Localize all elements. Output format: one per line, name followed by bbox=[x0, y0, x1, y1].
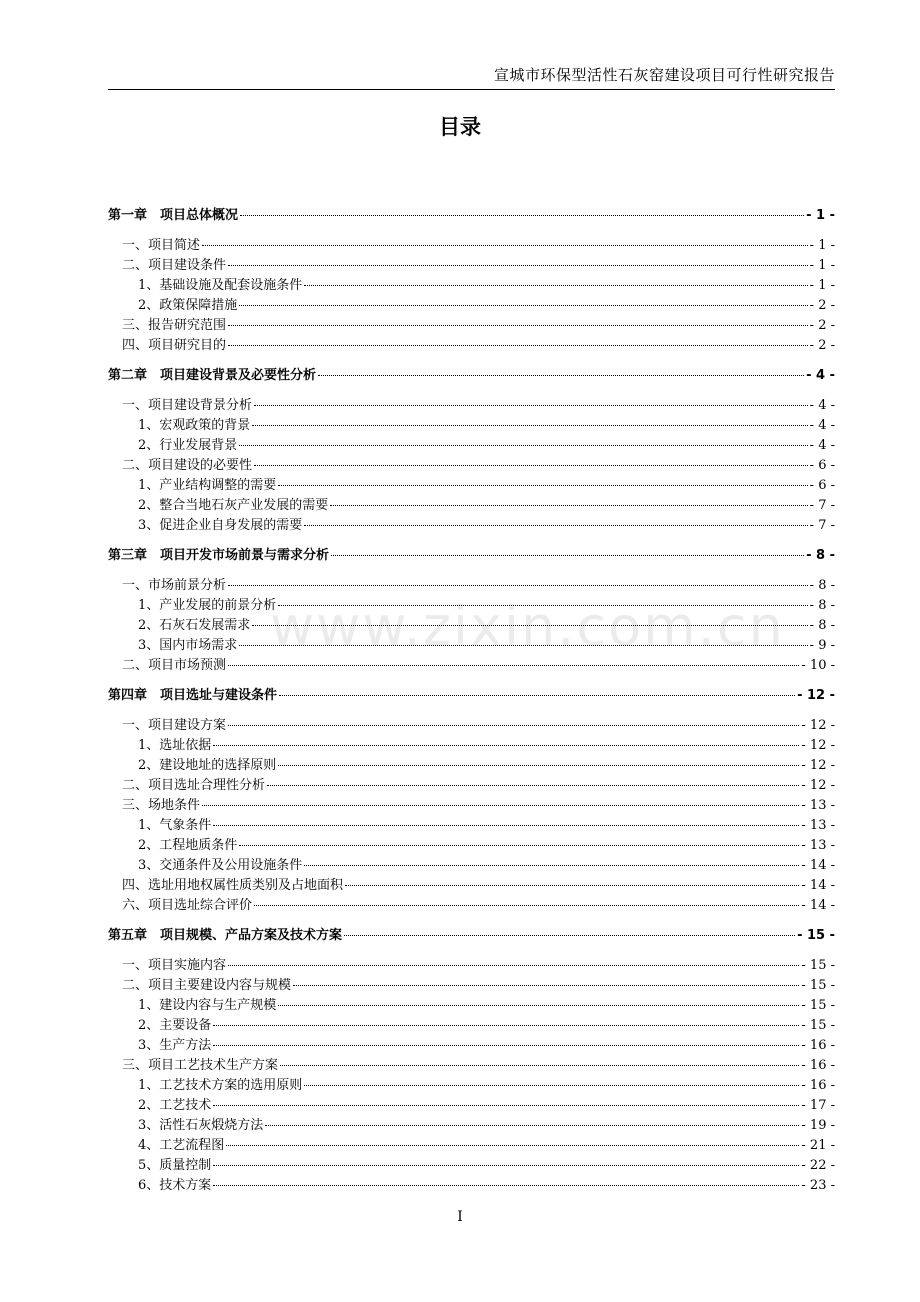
toc-entry-page: - 2 - bbox=[809, 338, 835, 353]
dot-leader bbox=[228, 325, 808, 326]
dot-leader bbox=[202, 805, 799, 806]
toc-entry-page: - 22 - bbox=[801, 1158, 835, 1173]
dot-leader bbox=[226, 1145, 799, 1146]
toc-entry-page: - 23 - bbox=[801, 1178, 835, 1193]
toc-entry-page: - 8 - bbox=[806, 548, 835, 563]
toc-entry-label: 6、技术方案 bbox=[138, 1178, 212, 1193]
toc-entry-label: 4、工艺流程图 bbox=[138, 1138, 225, 1153]
toc-entry[interactable] bbox=[108, 1034, 835, 1054]
toc-entry[interactable] bbox=[108, 294, 835, 314]
watermark: www.zixin.com.cn bbox=[270, 595, 785, 658]
toc-entry-page: - 12 - bbox=[801, 738, 835, 753]
toc-entry-page: - 8 - bbox=[809, 578, 835, 593]
dot-leader bbox=[228, 345, 808, 346]
toc-entry[interactable] bbox=[108, 774, 835, 794]
toc-entry-page: - 1 - bbox=[809, 258, 835, 273]
toc-entry[interactable] bbox=[108, 654, 835, 674]
toc-entry-label: 第一章 项目总体概况 bbox=[108, 208, 239, 223]
dot-leader bbox=[213, 1185, 799, 1186]
toc-entry-label: 一、项目实施内容 bbox=[122, 958, 227, 973]
dot-leader bbox=[228, 665, 799, 666]
toc-entry-page: - 4 - bbox=[809, 438, 835, 453]
page-number: I bbox=[457, 1209, 463, 1225]
dot-leader bbox=[304, 525, 807, 526]
toc-entry-page: - 7 - bbox=[809, 518, 835, 533]
toc-entry-label: 二、项目建设条件 bbox=[122, 258, 227, 273]
dot-leader bbox=[239, 645, 807, 646]
toc-entry-label: 三、项目工艺技术生产方案 bbox=[122, 1058, 279, 1073]
dot-leader bbox=[278, 765, 799, 766]
dot-leader bbox=[239, 305, 807, 306]
toc-entry-label: 1、宏观政策的背景 bbox=[138, 418, 251, 433]
toc-entry[interactable] bbox=[108, 574, 835, 594]
toc-entry-label: 第二章 项目建设背景及必要性分析 bbox=[108, 368, 317, 383]
dot-leader bbox=[278, 1005, 799, 1006]
toc-chapter-entry[interactable] bbox=[108, 364, 835, 384]
toc-entry-label: 二、项目选址合理性分析 bbox=[122, 778, 266, 793]
toc-entry-label: 3、活性石灰煅烧方法 bbox=[138, 1118, 264, 1133]
dot-leader bbox=[278, 485, 807, 486]
dot-leader bbox=[228, 965, 799, 966]
toc-entry-page: - 12 - bbox=[801, 758, 835, 773]
toc-entry-page: - 6 - bbox=[809, 458, 835, 473]
toc-entry-label: 1、产业结构调整的需要 bbox=[138, 478, 277, 493]
toc-entry-page: - 16 - bbox=[801, 1038, 835, 1053]
toc-entry-page: - 4 - bbox=[806, 368, 835, 383]
toc-entry-page: - 12 - bbox=[797, 688, 835, 703]
toc-entry-label: 1、选址依据 bbox=[138, 738, 212, 753]
toc-entry-page: - 19 - bbox=[801, 1118, 835, 1133]
toc-entry-label: 3、促进企业自身发展的需要 bbox=[138, 518, 303, 533]
toc-entry-label: 2、整合当地石灰产业发展的需要 bbox=[138, 498, 329, 513]
toc-entry[interactable] bbox=[108, 814, 835, 834]
toc-entry-label: 一、项目建设方案 bbox=[122, 718, 227, 733]
dot-leader bbox=[213, 1105, 799, 1106]
toc-entry[interactable] bbox=[108, 634, 835, 654]
toc-entry[interactable] bbox=[108, 1114, 835, 1134]
toc-entry-page: - 12 - bbox=[801, 778, 835, 793]
toc-entry[interactable] bbox=[108, 274, 835, 294]
toc-entry-label: 六、项目选址综合评价 bbox=[122, 898, 253, 913]
toc-entry[interactable] bbox=[108, 1094, 835, 1114]
page-header bbox=[108, 62, 835, 90]
toc-entry-label: 三、场地条件 bbox=[122, 798, 201, 813]
toc-entry[interactable] bbox=[108, 254, 835, 274]
dot-leader bbox=[280, 1065, 799, 1066]
page-title: 目录 bbox=[439, 115, 481, 139]
toc-entry[interactable] bbox=[108, 994, 835, 1014]
dot-leader bbox=[254, 905, 799, 906]
dot-leader bbox=[202, 245, 808, 246]
dot-leader bbox=[279, 695, 795, 696]
toc-entry[interactable] bbox=[108, 1014, 835, 1034]
toc-entry-page: - 4 - bbox=[809, 398, 835, 413]
toc-entry-label: 四、选址用地权属性质类别及占地面积 bbox=[122, 878, 344, 893]
toc-chapter-entry[interactable] bbox=[108, 924, 835, 944]
toc-entry-page: - 15 - bbox=[801, 1018, 835, 1033]
toc-entry-page: - 16 - bbox=[801, 1058, 835, 1073]
toc-entry-label: 3、交通条件及公用设施条件 bbox=[138, 858, 303, 873]
toc-entry-page: - 15 - bbox=[797, 928, 835, 943]
toc-entry-label: 2、石灰石发展需求 bbox=[138, 618, 251, 633]
toc-entry[interactable] bbox=[108, 314, 835, 334]
toc-entry[interactable] bbox=[108, 234, 835, 254]
toc-entry-label: 二、项目市场预测 bbox=[122, 658, 227, 673]
dot-leader bbox=[239, 845, 799, 846]
toc-entry[interactable] bbox=[108, 954, 835, 974]
toc-entry-page: - 17 - bbox=[801, 1098, 835, 1113]
toc-entry-page: - 1 - bbox=[809, 238, 835, 253]
dot-leader bbox=[318, 375, 804, 376]
toc-entry-label: 5、质量控制 bbox=[138, 1158, 212, 1173]
toc-entry[interactable] bbox=[108, 494, 835, 514]
dot-leader bbox=[228, 585, 808, 586]
toc-entry-page: - 14 - bbox=[801, 858, 835, 873]
dot-leader bbox=[213, 1025, 799, 1026]
toc-entry-page: - 1 - bbox=[806, 208, 835, 223]
toc-entry-page: - 15 - bbox=[801, 998, 835, 1013]
dot-leader bbox=[331, 555, 804, 556]
toc-entry-page: - 8 - bbox=[809, 618, 835, 633]
dot-leader bbox=[304, 865, 799, 866]
toc-entry-page: - 15 - bbox=[801, 958, 835, 973]
toc-entry-label: 2、行业发展背景 bbox=[138, 438, 238, 453]
toc-entry-page: - 6 - bbox=[809, 478, 835, 493]
toc-entry-label: 2、建设地址的选择原则 bbox=[138, 758, 277, 773]
dot-leader bbox=[239, 445, 807, 446]
dot-leader bbox=[344, 935, 795, 936]
dot-leader bbox=[304, 1085, 799, 1086]
toc-entry[interactable] bbox=[108, 754, 835, 774]
toc-entry-page: - 14 - bbox=[801, 898, 835, 913]
dot-leader bbox=[228, 265, 808, 266]
toc-entry-page: - 13 - bbox=[801, 798, 835, 813]
toc-entry[interactable] bbox=[108, 794, 835, 814]
toc-entry-page: - 13 - bbox=[801, 818, 835, 833]
toc-entry[interactable] bbox=[108, 394, 835, 414]
toc-entry[interactable] bbox=[108, 514, 835, 534]
toc-entry-page: - 16 - bbox=[801, 1078, 835, 1093]
toc-entry-label: 1、基础设施及配套设施条件 bbox=[138, 278, 303, 293]
toc-entry-label: 第三章 项目开发市场前景与需求分析 bbox=[108, 548, 330, 563]
toc-entry-page: - 4 - bbox=[809, 418, 835, 433]
toc-entry-page: - 9 - bbox=[809, 638, 835, 653]
dot-leader bbox=[213, 745, 799, 746]
toc-entry[interactable] bbox=[108, 1054, 835, 1074]
toc-entry-page: - 8 - bbox=[809, 598, 835, 613]
toc-entry-page: - 14 - bbox=[801, 878, 835, 893]
toc-entry[interactable] bbox=[108, 1074, 835, 1094]
dot-leader bbox=[213, 1165, 799, 1166]
toc-entry-label: 一、市场前景分析 bbox=[122, 578, 227, 593]
toc-entry[interactable] bbox=[108, 334, 835, 354]
toc-entry[interactable] bbox=[108, 614, 835, 634]
dot-leader bbox=[213, 825, 799, 826]
toc-entry-page: - 21 - bbox=[801, 1138, 835, 1153]
toc-entry[interactable] bbox=[108, 854, 835, 874]
dot-leader bbox=[330, 505, 807, 506]
toc-chapter-entry[interactable] bbox=[108, 544, 835, 564]
toc-entry[interactable] bbox=[108, 1154, 835, 1174]
toc-entry-label: 一、项目简述 bbox=[122, 238, 201, 253]
dot-leader bbox=[228, 725, 799, 726]
dot-leader bbox=[254, 465, 808, 466]
toc-entry[interactable] bbox=[108, 1174, 835, 1194]
dot-leader bbox=[345, 885, 799, 886]
toc-entry-label: 1、工艺技术方案的选用原则 bbox=[138, 1078, 303, 1093]
toc-entry[interactable] bbox=[108, 1134, 835, 1154]
toc-chapter-entry[interactable] bbox=[108, 204, 835, 224]
dot-leader bbox=[252, 625, 807, 626]
toc-entry[interactable] bbox=[108, 414, 835, 434]
dot-leader bbox=[213, 1045, 799, 1046]
toc-entry[interactable] bbox=[108, 894, 835, 914]
toc-entry-page: - 10 - bbox=[801, 658, 835, 673]
toc-entry-label: 3、国内市场需求 bbox=[138, 638, 238, 653]
dot-leader bbox=[278, 605, 807, 606]
toc-entry-label: 1、气象条件 bbox=[138, 818, 212, 833]
dot-leader bbox=[304, 285, 807, 286]
dot-leader bbox=[293, 985, 799, 986]
toc-chapter-entry[interactable] bbox=[108, 684, 835, 704]
toc-entry[interactable] bbox=[108, 734, 835, 754]
toc-entry-page: - 15 - bbox=[801, 978, 835, 993]
toc-entry-label: 四、项目研究目的 bbox=[122, 338, 227, 353]
toc-entry-page: - 13 - bbox=[801, 838, 835, 853]
toc-entry[interactable] bbox=[108, 834, 835, 854]
toc-entry-label: 第五章 项目规模、产品方案及技术方案 bbox=[108, 928, 343, 943]
document-title: 宣城市环保型活性石灰窑建设项目可行性研究报告 bbox=[493, 66, 835, 84]
toc-entry-label: 三、报告研究范围 bbox=[122, 318, 227, 333]
toc-entry-label: 一、项目建设背景分析 bbox=[122, 398, 253, 413]
toc-entry-page: - 2 - bbox=[809, 298, 835, 313]
dot-leader bbox=[267, 785, 799, 786]
toc-entry-label: 2、政策保障措施 bbox=[138, 298, 238, 313]
toc-entry-label: 3、生产方法 bbox=[138, 1038, 212, 1053]
toc-entry[interactable] bbox=[108, 714, 835, 734]
toc-entry[interactable] bbox=[108, 434, 835, 454]
toc-entry-label: 二、项目主要建设内容与规模 bbox=[122, 978, 292, 993]
dot-leader bbox=[240, 215, 804, 216]
toc-entry-label: 2、主要设备 bbox=[138, 1018, 212, 1033]
toc-entry[interactable] bbox=[108, 874, 835, 894]
toc-entry[interactable] bbox=[108, 454, 835, 474]
toc-entry-label: 2、工程地质条件 bbox=[138, 838, 238, 853]
toc-entry-page: - 2 - bbox=[809, 318, 835, 333]
toc-entry[interactable] bbox=[108, 474, 835, 494]
dot-leader bbox=[265, 1125, 799, 1126]
toc-entry[interactable] bbox=[108, 974, 835, 994]
toc-entry[interactable] bbox=[108, 594, 835, 614]
toc-entry-label: 1、建设内容与生产规模 bbox=[138, 998, 277, 1013]
toc-entry-label: 二、项目建设的必要性 bbox=[122, 458, 253, 473]
toc-entry-label: 第四章 项目选址与建设条件 bbox=[108, 688, 278, 703]
toc-entry-page: - 7 - bbox=[809, 498, 835, 513]
dot-leader bbox=[254, 405, 808, 406]
toc-entry-label: 1、产业发展的前景分析 bbox=[138, 598, 277, 613]
toc-entry-page: - 12 - bbox=[801, 718, 835, 733]
toc-entry-page: - 1 - bbox=[809, 278, 835, 293]
toc-entry-label: 2、工艺技术 bbox=[138, 1098, 212, 1113]
dot-leader bbox=[252, 425, 807, 426]
